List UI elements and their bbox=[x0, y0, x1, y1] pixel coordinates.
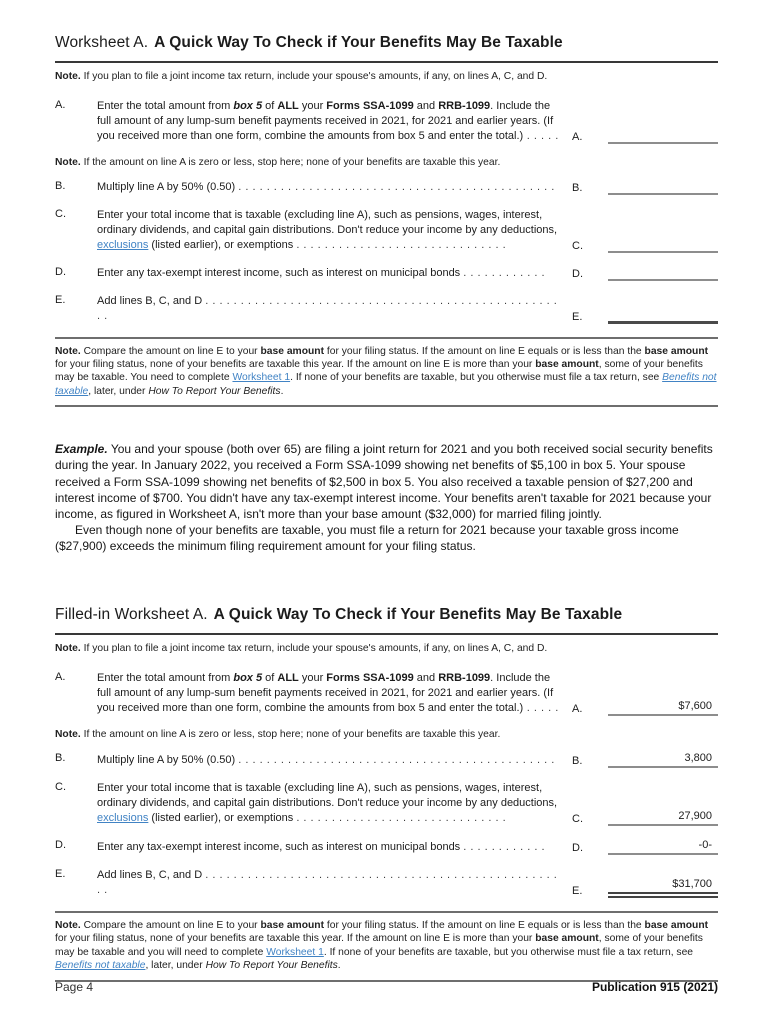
worksheet-title-main: A Quick Way To Check if Your Benefits May Be Taxable bbox=[154, 34, 563, 51]
line-letter: B. bbox=[55, 752, 66, 765]
dot-leader: . . . . . . . . . . . . . . . . . . . . . . . . . . . . . . bbox=[296, 812, 507, 825]
worksheet-inline-note bbox=[55, 157, 718, 168]
line-letter-right: E. bbox=[572, 885, 583, 898]
dot-leader: . . . . . . . . . . . . bbox=[463, 841, 546, 854]
line-description bbox=[97, 294, 559, 324]
line-description bbox=[97, 753, 559, 768]
inline-link[interactable]: Benefits not taxable bbox=[55, 960, 146, 972]
worksheet-title-prefix: Worksheet A. bbox=[55, 34, 149, 51]
inline-link[interactable]: exclusions bbox=[97, 238, 149, 251]
dot-leader: . . . . . . . . . . . . . . . . . . . . . . . . . . . . . . . . . . . . . . . . . . . . . bbox=[238, 180, 555, 193]
worksheet-rows bbox=[55, 671, 718, 898]
line-letter-right: D. bbox=[572, 267, 583, 280]
line-letter: B. bbox=[55, 179, 66, 192]
line-description bbox=[97, 671, 559, 716]
text-run: Enter your total income that is taxable (excluding line A), such as pensions, wages, interest, ordinary dividends, and capital gain distributions. Don't reduce your income by any deductions, bbox=[97, 208, 558, 236]
amount-entry-line bbox=[608, 839, 718, 855]
dot-leader: . . . . . bbox=[523, 702, 559, 715]
line-description bbox=[97, 868, 559, 898]
worksheet-title bbox=[55, 34, 718, 63]
dot-leader: . . . . . . . . . . . . . . . . . . . . . . . . . . . . . . . . . . . . . . . . . . . . . . . . . . . . bbox=[97, 294, 558, 322]
page-number: Page 4 bbox=[55, 980, 94, 994]
worksheet-title-prefix: Filled-in Worksheet A. bbox=[55, 606, 208, 624]
line-letter: D. bbox=[55, 839, 66, 852]
example-paragraph bbox=[55, 522, 718, 554]
publication-label: Publication 915 (2021) bbox=[591, 980, 718, 994]
line-description bbox=[97, 781, 559, 826]
amount-entry-line bbox=[608, 309, 718, 324]
text-run: Note. bbox=[55, 156, 81, 168]
worksheet-title-main: A Quick Way To Check if Your Benefits May Be Taxable bbox=[213, 606, 623, 624]
worksheet-row-d bbox=[55, 266, 718, 281]
text-run: your bbox=[298, 672, 327, 685]
line-letter: C. bbox=[55, 207, 66, 220]
text-run: RRB-1099 bbox=[438, 100, 491, 112]
worksheet-bottom-note bbox=[55, 911, 718, 982]
dot-leader: . . . . . . . . . . . . . . . . . . . . . . . . . . . . . . . . . . . . . . . . . . . . . bbox=[238, 754, 555, 767]
dot-leader: . . . . . . . . . . . . . . . . . . . . . . . . . . . . . . . . . . . . . . . . . . . . . . . . . . . . bbox=[97, 869, 558, 897]
text-run: (listed earlier), or exemptions bbox=[148, 812, 297, 825]
text-run: You and your spouse (both over 65) are filing a joint return for 2021 and you both received social security benefits during the year. In January 2022, you received a Form SSA-1099 showing net benefits of $5,100 in box 5. Your spouse received a Form SSA-1099 showing net benefits of $2,500 in box 5. You also received a taxable pension of $27,200 and interest income of $700. You didn't have any tax-exempt interest income. Your benefits aren't taxable for 2021 because your income, as figured in Worksheet A, isn't more than your base amount ($32,000) for married filing jointly. bbox=[55, 442, 713, 521]
amount-value: $31,700 bbox=[672, 878, 712, 891]
text-run: your bbox=[298, 100, 327, 112]
text-run: . If none of your benefits are taxable, but you otherwise must file a tax return, see bbox=[323, 946, 694, 958]
line-description bbox=[97, 99, 559, 144]
text-run: base amount bbox=[644, 920, 709, 932]
text-run: base amount bbox=[535, 359, 599, 370]
inline-link[interactable]: Worksheet 1 bbox=[266, 946, 324, 958]
inline-link[interactable]: Worksheet 1 bbox=[232, 372, 291, 384]
line-letter: D. bbox=[55, 265, 66, 278]
text-run: for your filing status, none of your benefits are taxable this year. If the amount on line E is more than your bbox=[55, 359, 536, 370]
worksheet-bottom-note bbox=[55, 337, 718, 408]
example-section bbox=[55, 441, 718, 554]
line-description bbox=[97, 840, 559, 855]
text-run: of bbox=[262, 672, 278, 685]
line-description bbox=[97, 266, 559, 281]
text-run: box 5 bbox=[233, 100, 263, 112]
page-footer bbox=[55, 980, 718, 994]
amount-value: 3,800 bbox=[684, 752, 712, 765]
text-run: . Include the full amount of any lump-sum benefit payments received in 2021, for 2021 and earlier years. (If you received more than one form, combine the amounts from box 5 and enter the total.) bbox=[97, 672, 554, 715]
dot-leader: . . . . . . . . . . . . . . . . . . . . . . . . . . . . . . bbox=[296, 238, 507, 251]
worksheet-row-a bbox=[55, 99, 718, 144]
text-run: , later, under bbox=[88, 385, 149, 397]
text-run: Note. bbox=[55, 345, 81, 357]
amount-entry-line bbox=[608, 810, 718, 826]
worksheet-row-c bbox=[55, 208, 718, 253]
worksheet-row-e bbox=[55, 294, 718, 324]
text-run: Enter your total income that is taxable (excluding line A), such as pensions, wages, interest, ordinary dividends, and capital gain distributions. Don't reduce your income by any deductions, bbox=[97, 782, 558, 810]
worksheet-rows bbox=[55, 99, 718, 324]
amount-entry-line bbox=[608, 238, 718, 253]
worksheet-row-a bbox=[55, 671, 718, 716]
worksheet-title bbox=[55, 606, 718, 635]
text-run: Add lines B, C, and D bbox=[97, 294, 206, 307]
text-run: RRB-1099 bbox=[438, 672, 491, 685]
text-run: base amount bbox=[644, 345, 709, 357]
text-run: and bbox=[413, 672, 439, 685]
text-run: for your filing status, none of your benefits are taxable this year. If the amount on line E is more than your bbox=[55, 933, 536, 945]
line-letter: E. bbox=[55, 868, 66, 881]
text-run: base amount bbox=[535, 933, 599, 945]
worksheet-top-note bbox=[55, 71, 718, 82]
inline-link[interactable]: exclusions bbox=[97, 812, 149, 825]
text-run: . Include the full amount of any lump-sum benefit payments received in 2021, for 2021 and earlier years. (If you received more than one form, combine the amounts from box 5 and enter the total.) bbox=[97, 100, 554, 142]
text-run: Enter the total amount from bbox=[97, 672, 234, 685]
text-run: for your filing status. If the amount on line E equals or is less than the bbox=[324, 920, 645, 932]
text-run: If the amount on line A is zero or less, stop here; none of your benefits are taxable this year. bbox=[80, 156, 501, 168]
amount-entry-line bbox=[608, 266, 718, 281]
dot-leader: . . . . . . . . . . . . bbox=[463, 266, 546, 279]
text-run: Enter any tax-exempt interest income, such as interest on municipal bonds bbox=[97, 841, 464, 854]
text-run: Add lines B, C, and D bbox=[97, 869, 206, 882]
line-letter-right: B. bbox=[572, 755, 583, 768]
text-run: Compare the amount on line E to your bbox=[80, 920, 261, 932]
text-run: Example. bbox=[55, 442, 108, 457]
text-run: Compare the amount on line E to your bbox=[80, 345, 261, 357]
text-run: How To Report Your Benefits bbox=[205, 960, 338, 972]
text-run: Note. bbox=[55, 729, 81, 741]
text-run: , later, under bbox=[145, 960, 206, 972]
text-run: Multiply line A by 50% (0.50) bbox=[97, 754, 239, 767]
amount-entry-line bbox=[608, 129, 718, 144]
text-run: Forms SSA-1099 bbox=[326, 100, 414, 112]
line-letter-right: A. bbox=[572, 703, 583, 716]
text-run: Forms SSA-1099 bbox=[326, 672, 414, 685]
line-letter-right: E. bbox=[572, 310, 583, 323]
amount-entry-line bbox=[608, 878, 718, 898]
text-run: How To Report Your Benefits bbox=[148, 385, 281, 397]
text-run: Even though none of your benefits are taxable, you must file a return for 2021 because your taxable gross income ($27,900) exceeds the minimum filing requirement amount for your filing status. bbox=[55, 523, 679, 554]
text-run: (listed earlier), or exemptions bbox=[148, 238, 297, 251]
text-run: Note. bbox=[55, 71, 81, 82]
line-letter-right: D. bbox=[572, 842, 583, 855]
amount-value: $7,600 bbox=[678, 700, 712, 713]
text-run: , some of your benefits may be taxable and you will need to complete bbox=[55, 933, 703, 958]
amount-entry-line bbox=[608, 180, 718, 195]
text-run: ALL bbox=[277, 672, 299, 685]
line-letter-right: A. bbox=[572, 130, 583, 143]
line-letter: A. bbox=[55, 671, 66, 684]
amount-value: -0- bbox=[698, 839, 712, 852]
text-run: If the amount on line A is zero or less, stop here; none of your benefits are taxable this year. bbox=[80, 729, 501, 741]
dot-leader: . . . . . bbox=[523, 129, 559, 142]
worksheet-inline-note bbox=[55, 729, 718, 740]
line-letter: E. bbox=[55, 293, 66, 306]
text-run: for your filing status. If the amount on line E equals or is less than the bbox=[324, 345, 645, 357]
line-letter-right: C. bbox=[572, 239, 583, 252]
line-letter: C. bbox=[55, 781, 66, 794]
text-run: and bbox=[413, 100, 439, 112]
line-letter-right: C. bbox=[572, 813, 583, 826]
text-run: Multiply line A by 50% (0.50) bbox=[97, 180, 239, 193]
worksheet-top-note bbox=[55, 643, 718, 654]
text-run: base amount bbox=[260, 345, 324, 357]
text-run: If you plan to file a joint income tax return, include your spouse's amounts, if any, on lines A, C, and D. bbox=[80, 643, 548, 655]
text-run: base amount bbox=[260, 920, 324, 932]
worksheet-row-c bbox=[55, 781, 718, 826]
amount-entry-line bbox=[608, 700, 718, 716]
text-run: . If none of your benefits are taxable, but you otherwise must file a tax return, see bbox=[290, 372, 663, 384]
line-description bbox=[97, 208, 559, 253]
worksheet-row-d bbox=[55, 839, 718, 855]
text-run: Enter any tax-exempt interest income, such as interest on municipal bonds bbox=[97, 266, 464, 279]
inline-link[interactable]: Benefits not taxable bbox=[55, 372, 717, 397]
worksheet-row-b bbox=[55, 752, 718, 768]
line-letter-right: B. bbox=[572, 181, 583, 194]
line-description bbox=[97, 180, 559, 195]
worksheet-a-section bbox=[55, 34, 718, 407]
text-run: Enter the total amount from bbox=[97, 100, 234, 112]
filled-in-worksheet-a-section bbox=[55, 606, 718, 981]
text-run: ALL bbox=[277, 100, 299, 112]
line-letter: A. bbox=[55, 99, 66, 111]
worksheet-row-e bbox=[55, 868, 718, 898]
text-run: Note. bbox=[55, 920, 81, 932]
text-run: of bbox=[262, 100, 278, 112]
text-run: Note. bbox=[55, 643, 81, 655]
amount-entry-line bbox=[608, 752, 718, 768]
text-run: box 5 bbox=[233, 672, 263, 685]
text-run: , some of your benefits may be taxable. You need to complete bbox=[55, 359, 703, 384]
text-run: If you plan to file a joint income tax return, include your spouse's amounts, if any, on lines A, C, and D. bbox=[80, 71, 548, 82]
worksheet-row-b bbox=[55, 180, 718, 195]
text-run: . bbox=[280, 385, 284, 397]
amount-value: 27,900 bbox=[678, 810, 712, 823]
text-run: . bbox=[337, 960, 341, 972]
example-paragraph bbox=[55, 441, 718, 522]
